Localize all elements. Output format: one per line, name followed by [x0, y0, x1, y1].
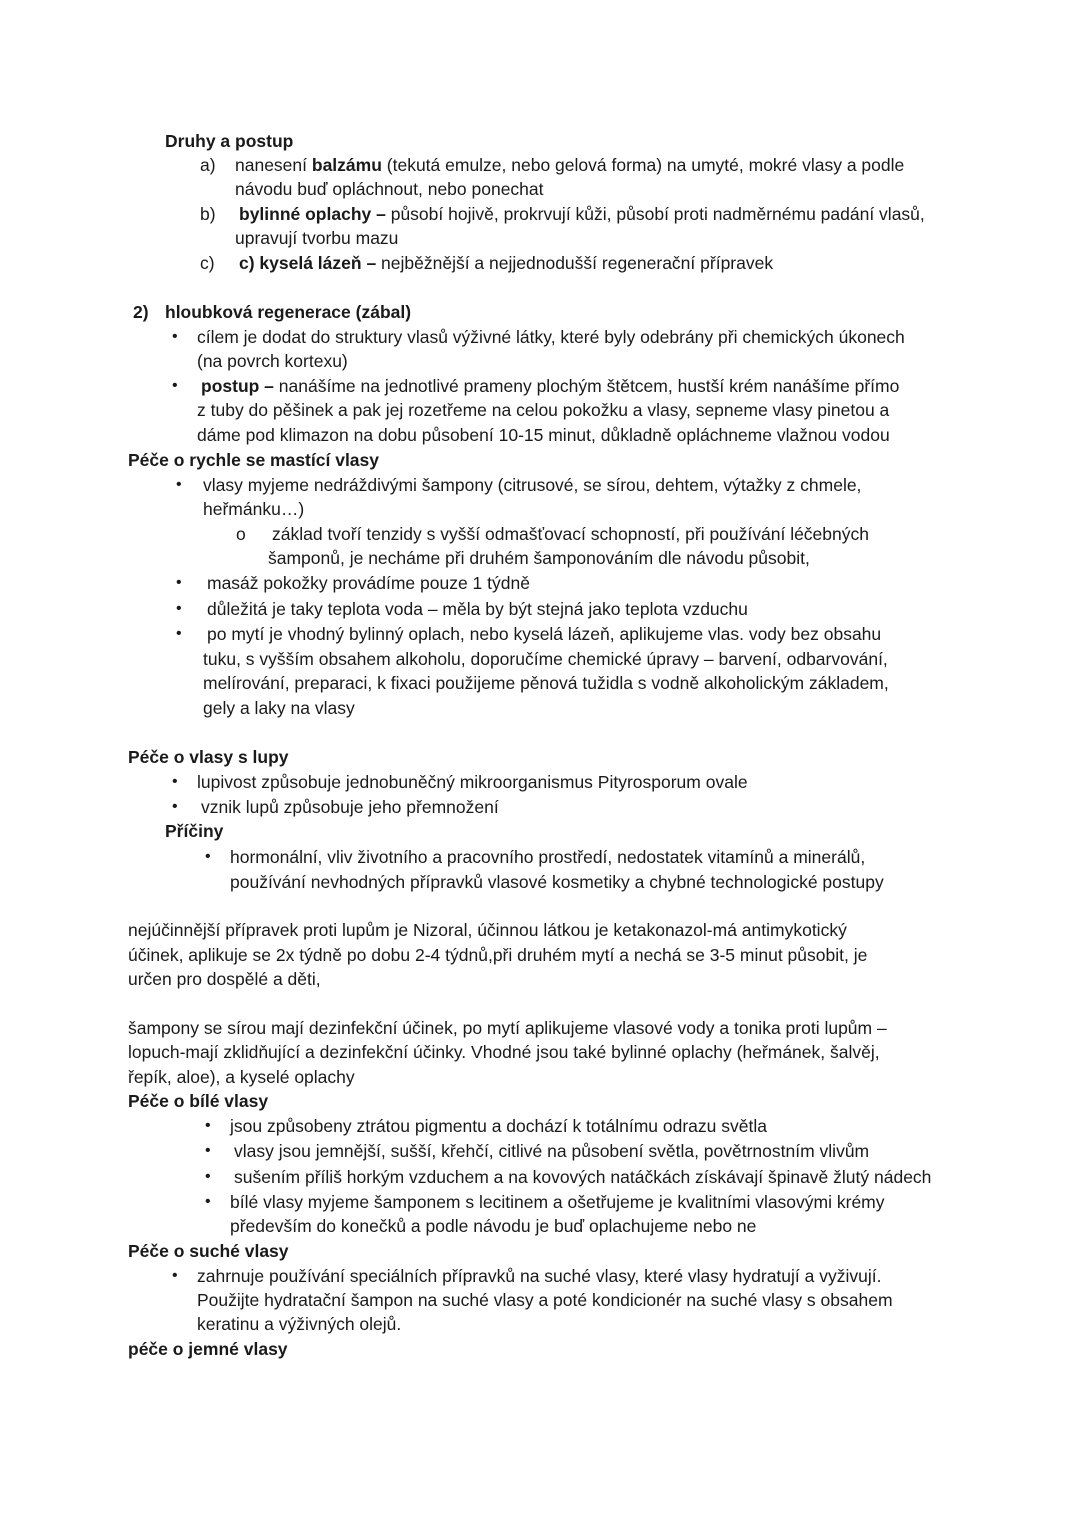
bullet-icon: •	[176, 600, 182, 617]
bile-b3: sušením příliš horkým vzduchem a na kovových natáčkách získávají špinavě žlutý nádech	[234, 1167, 932, 1187]
suche-l1: zahrnuje používání speciálních přípravků na suché vlasy, které vlasy hydratují a vyživují.	[197, 1266, 882, 1286]
bile-b2: vlasy jsou jemnější, sušší, křehčí, citlivé na působení světla, povětrnostním vlivům	[234, 1141, 870, 1161]
nizoral-l3: určen pro dospělé a děti,	[128, 969, 321, 989]
lupy-b2: vznik lupů způsobuje jeho přemnožení	[201, 797, 499, 817]
sampony-l1: šampony se sírou mají dezinfekční účinek, po mytí aplikujeme vlasové vody a tonika proti lupům –	[128, 1018, 887, 1038]
mastici-sub-l2: šamponů, je necháme při druhém šamponováním dle návodu působit,	[268, 548, 810, 568]
list-marker-a: a)	[200, 155, 216, 175]
list-marker-c: c)	[200, 253, 215, 273]
hloubkova-b2-l2: z tuby do pěšinek a pak jej rozetřeme na celou pokožku a vlasy, sepneme vlasy pinetou a	[197, 400, 890, 420]
sampony-l3: řepík, aloe), a kyselé oplachy	[128, 1067, 355, 1087]
bullet-icon: •	[176, 476, 182, 493]
item-a-line2: návodu buď opláchnout, nebo ponechat	[235, 179, 544, 199]
bullet-icon: •	[172, 773, 178, 790]
list-marker-2: 2)	[133, 302, 149, 322]
bullet-icon: •	[205, 1168, 211, 1185]
lupy-b1: lupivost způsobuje jednobuněčný mikroorganismus Pityrosporum ovale	[197, 772, 748, 792]
priciny-l2: používání nevhodných přípravků vlasové kosmetiky a chybné technologické postupy	[230, 872, 884, 892]
subheading-priciny: Příčiny	[165, 821, 224, 841]
bullet-icon: •	[172, 1267, 178, 1284]
heading-jemne: péče o jemné vlasy	[128, 1339, 288, 1359]
hloubkova-b1-l2: (na povrch kortexu)	[197, 351, 348, 371]
heading-hloubkova: hloubková regenerace (zábal)	[165, 302, 412, 322]
bile-b4-l1: bílé vlasy myjeme šamponem s lecitinem a ošetřujeme je kvalitními vlasovými krémy	[230, 1192, 885, 1212]
bullet-icon: •	[205, 1142, 211, 1159]
mastici-b4: důležitá je taky teplota voda – měla by být stejná jako teplota vzduchu	[207, 599, 748, 619]
sub-bullet-icon: o	[236, 524, 246, 544]
bullet-icon: •	[176, 574, 182, 591]
heading-suche: Péče o suché vlasy	[128, 1241, 289, 1261]
bullet-icon: •	[205, 848, 211, 865]
nizoral-l2: účinek, aplikuje se 2x týdně po dobu 2-4 týdnů,při druhém mytí a nechá se 3-5 minut působit, je	[128, 945, 868, 965]
bullet-icon: •	[205, 1117, 211, 1134]
item-b-line2: upravují tvorbu mazu	[235, 228, 399, 248]
bullet-icon: •	[205, 1193, 211, 1210]
mastici-b3: masáž pokožky provádíme pouze 1 týdně	[207, 573, 530, 593]
heading-druhy: Druhy a postup	[165, 131, 294, 151]
mastici-b5-l3: melírování, preparaci, k fixaci použijeme pěnová tužidla s vodně alkoholickým základem,	[203, 673, 889, 693]
hloubkova-b2-l1: postup – nanášíme na jednotlivé prameny plochým štětcem, hustší krém nanášíme přímo	[201, 376, 900, 396]
suche-l2: Použijte hydratační šampon na suché vlasy a poté kondicionér na suché vlasy s obsahem	[197, 1290, 893, 1310]
item-a-line1: nanesení balzámu (tekutá emulze, nebo gelová forma) na umyté, mokré vlasy a podle	[235, 155, 905, 175]
mastici-b5-l4: gely a laky na vlasy	[203, 698, 355, 718]
bullet-icon: •	[172, 377, 178, 394]
bullet-icon: •	[172, 328, 178, 345]
hloubkova-b1-l1: cílem je dodat do struktury vlasů výživné látky, které byly odebrány při chemických úkonech	[197, 327, 905, 347]
bile-b4-l2: především do konečků a podle návodu je buď oplachujeme nebo ne	[230, 1216, 757, 1236]
item-b-line1: bylinné oplachy – působí hojivě, prokrvují kůži, působí proti nadměrnému padání vlasů,	[239, 204, 925, 224]
hloubkova-b2-l3: dáme pod klimazon na dobu působení 10-15 minut, důkladně opláchneme vlažnou vodou	[197, 425, 890, 445]
nizoral-l1: nejúčinnější přípravek proti lupům je Nizoral, účinnou látkou je ketakonazol-má antimykotický	[128, 920, 847, 940]
sampony-l2: lopuch-mají zklidňující a dezinfekční účinky. Vhodné jsou také bylinné oplachy (heřmánek, šalvěj,	[128, 1042, 880, 1062]
list-marker-b: b)	[200, 204, 216, 224]
heading-lupy: Péče o vlasy s lupy	[128, 747, 289, 767]
mastici-b1-l2: heřmánku…)	[203, 499, 305, 519]
heading-mastici: Péče o rychle se mastící vlasy	[128, 450, 379, 470]
mastici-sub-l1: základ tvoří tenzidy s vyšší odmašťovací schopností, při používání léčebných	[272, 524, 869, 544]
item-c-line1: c) kyselá lázeň – nejběžnější a nejjednodušší regenerační přípravek	[239, 253, 774, 273]
mastici-b1-l1: vlasy myjeme nedráždivými šampony (citrusové, se sírou, dehtem, výtažky z chmele,	[203, 475, 862, 495]
priciny-l1: hormonální, vliv životního a pracovního prostředí, nedostatek vitamínů a minerálů,	[230, 847, 866, 867]
suche-l3: keratinu a výživných olejů.	[197, 1314, 402, 1334]
heading-bile: Péče o bílé vlasy	[128, 1091, 269, 1111]
bile-b1: jsou způsobeny ztrátou pigmentu a dochází k totálnímu odrazu světla	[230, 1116, 767, 1136]
bullet-icon: •	[176, 625, 182, 642]
bullet-icon: •	[172, 798, 178, 815]
mastici-b5-l2: tuku, s vyšším obsahem alkoholu, doporučíme chemické úpravy – barvení, odbarvování,	[203, 649, 888, 669]
mastici-b5-l1: po mytí je vhodný bylinný oplach, nebo kyselá lázeň, aplikujeme vlas. vody bez obsahu	[207, 624, 882, 644]
